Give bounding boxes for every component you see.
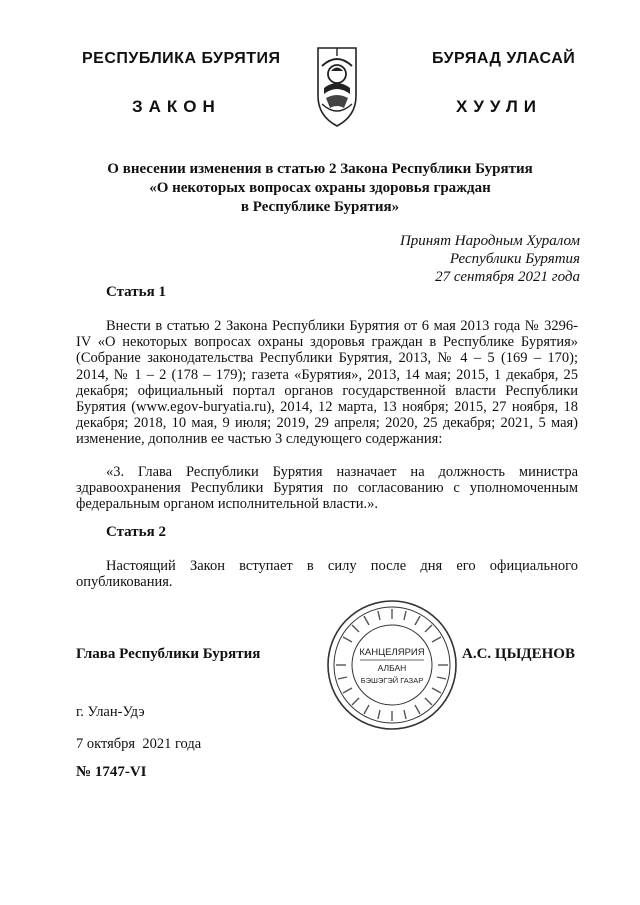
seal-text-line1: КАНЦЕЛЯРИЯ (359, 647, 425, 658)
date-of-signing: 7 октября 2021 года (76, 736, 202, 752)
adoption-note (400, 232, 580, 286)
law-title-line2: «О некоторых вопросах охраны здоровья граждан (149, 180, 491, 196)
coat-of-arms-emblem (312, 44, 362, 130)
header-law-ru: ЗАКОН (132, 97, 221, 116)
header-law-bur: ХУУЛИ (456, 97, 542, 116)
article-1-heading: Статья 1 (106, 284, 166, 300)
official-seal-stamp (324, 597, 460, 733)
article-2-paragraph-1: Настоящий Закон вступает в силу после дня его официального опубликования. (76, 558, 578, 591)
header-republic-bur: БУРЯАД УЛАСАЙ (432, 50, 576, 67)
seal-text-line2: АЛБАН (377, 663, 407, 673)
adoption-note-line2: Республики Бурятия (449, 251, 580, 267)
seal-text-line3: БЭШЭГЭЙ ГАЗАР (360, 676, 424, 685)
article-2-heading: Статья 2 (106, 524, 166, 540)
law-title-line3: в Республике Бурятия» (240, 199, 400, 215)
adoption-note-line1: Принят Народным Хуралом (399, 233, 580, 249)
law-number: № 1747-VI (76, 764, 147, 780)
header-republic-ru: РЕСПУБЛИКА БУРЯТИЯ (82, 50, 281, 67)
article-1-paragraph-1: Внести в статью 2 Закона Республики Бурятия от 6 мая 2013 года № 3296-IV «О некоторых вопросах охраны здоровья граждан в Республике Бурятия» (Собрание законодательства Республики Бурятия, 2013, № 4 – 5 (169 – 170); 2014, № 1 – 2 (178 – 179); газета «Бурятия», 2013, 14 мая; 2015, 1 декабря, 25 декабря; официальный портал органов государственной власти Республики Бурятия (www.egov-buryatia.ru), 2014, 12 марта, 13 ноября; 2015, 27 ноября, 18 декабря; 2018, 10 мая, 9 июля; 2019, 29 апреля; 2020, 25 декабря; 2021, 5 мая) изменение, дополнив ее частью 3 следующего содержания: (76, 318, 578, 448)
law-title (0, 160, 640, 217)
place-of-signing: г. Улан-Удэ (76, 704, 145, 720)
law-title-line1: О внесении изменения в статью 2 Закона Республики Бурятия (107, 161, 533, 177)
signatory-position: Глава Республики Бурятия (76, 646, 261, 662)
article-1-paragraph-2: «3. Глава Республики Бурятия назначает на должность министра здравоохранения Республики Бурятия по согласованию с уполномоченным федеральным органом исполнительной власти.». (76, 464, 578, 513)
adoption-note-date: 27 сентября 2021 года (435, 269, 580, 285)
signatory-name: А.С. ЦЫДЕНОВ (462, 646, 575, 662)
